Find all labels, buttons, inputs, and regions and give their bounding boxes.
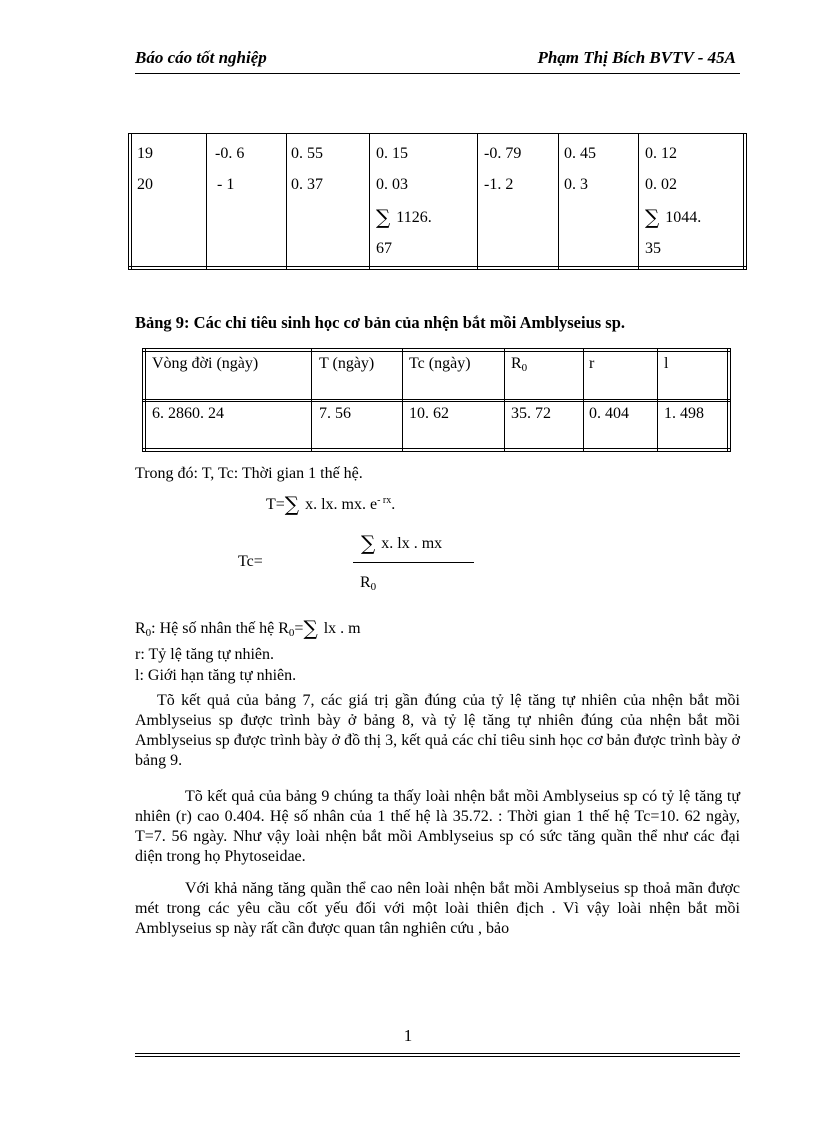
table-cell: 10. 62 [409, 405, 449, 422]
table-column-divider [657, 349, 658, 451]
table-border [145, 349, 146, 451]
table-border [743, 134, 744, 269]
formula-t-rhs: x. lx. mx. e [305, 496, 378, 513]
table-cell: 0. 404 [589, 405, 629, 422]
r0-eq: = [294, 620, 304, 637]
r0-sub: 0 [145, 627, 152, 639]
table-cell: - 1 [217, 176, 235, 193]
footer-divider [135, 1053, 740, 1054]
definition-t-tc: Trong đó: T, Tc: Thời gian 1 thế hệ. [135, 465, 363, 482]
table-cell: 0. 55 [291, 145, 323, 162]
table-cell: 7. 56 [319, 405, 351, 422]
header-r0-subscript: 0 [521, 362, 528, 374]
paragraph-text: Với khả năng tăng quần thể cao nên loài nhện bắt mồi Amblyseius sp thoả mãn được mét trong các yêu cầu cốt yếu đối với một loài thiên địch . Vì vậy loài nhện bắt mồi Amblyseius sp này rất cần được quan tân nghiên cứu , bảo [135, 880, 740, 937]
r0-rhs: lx . m [323, 620, 361, 637]
table-cell: 0. 02 [645, 176, 677, 193]
table-column-divider [286, 134, 287, 269]
table-row-divider [143, 401, 730, 402]
table9-caption: Bảng 9: Các chỉ tiêu sinh học cơ bản của nhện bắt mồi Amblyseius sp. [135, 313, 626, 332]
definition-l: l: Giới hạn tăng tự nhiên. [135, 667, 297, 684]
formula-t-end: . [391, 496, 396, 513]
sigma-icon: ∑ [361, 531, 376, 555]
table-cell: -1. 2 [484, 176, 514, 193]
table-column-divider [311, 349, 312, 451]
table-header-cell: Vòng đời (ngày) [152, 355, 259, 372]
table-cell: 20 [137, 176, 153, 193]
table-cell: 1. 498 [664, 405, 704, 422]
table-cell: 0. 12 [645, 145, 677, 162]
header-author-right: Phạm Thị Bích BVTV - 45A [537, 48, 736, 67]
sigma-icon: ∑ [376, 205, 391, 229]
sigma-icon: ∑ [645, 205, 660, 229]
table-cell: 19 [137, 145, 153, 162]
table-header-cell: r [589, 355, 595, 372]
formula-t-exponent: - rx [377, 495, 392, 506]
sigma-icon: ∑ [284, 492, 300, 516]
table-cell: 0. 37 [291, 176, 323, 193]
table-header-cell: l [664, 355, 669, 372]
r0-label: R [135, 620, 146, 637]
table-cell: 6. 2860. 24 [152, 405, 224, 422]
header-title-left: Báo cáo tốt nghiệp [135, 48, 267, 67]
formula-t [266, 491, 395, 515]
body-paragraph-1 [135, 691, 740, 771]
body-paragraph-3 [135, 879, 740, 939]
table-border [143, 448, 730, 449]
table-column-divider [369, 134, 370, 269]
table-header-cell: Tc (ngày) [409, 355, 471, 372]
sum-value: 1044. [665, 209, 702, 226]
paragraph-text: Tõ kết quả của bảng 9 chúng ta thấy loài nhện bắt mồi Amblyseius sp có tỷ lệ tăng tự nhiên (r) cao 0.404. Hệ số nhân của 1 thế hệ là 35.72. : Thời gian 1 thế hệ Tc=10. 62 ngày, T=7. 56 ngày. Như vậy loài nhện bắt mồi Amblyseius sp có sức tăng quần thể như các đại diện trong họ Phytoseidae. [135, 788, 740, 865]
table-column-divider [402, 349, 403, 451]
r0-sub2: 0 [288, 627, 295, 639]
table-header-cell [511, 355, 527, 377]
formula-tc-den-sub: 0 [370, 581, 377, 593]
header-divider [135, 73, 740, 74]
sum-cell [376, 205, 432, 229]
table-cell: -0. 6 [215, 145, 245, 162]
paragraph-text: Tõ kết quả của bảng 7, các giá trị gần đúng của tỷ lệ tăng tự nhiên của nhện bắt mồi Amblyseius sp được trình bày ở bảng 8, và tỷ lệ tăng tự nhiên đúng của nhện bắt mồi Amblyseius sp được trình bày ở đồ thị 3, kết quả các chỉ tiêu sinh học cơ bản được trình bày ở bảng 9. [135, 692, 740, 769]
sum-cell [645, 205, 702, 229]
formula-tc-den-text: R [360, 574, 371, 591]
formula-tc-num-text: x. lx . mx [381, 535, 443, 552]
fraction-bar [353, 562, 474, 563]
body-paragraph-2 [135, 787, 740, 867]
formula-t-lhs: T= [266, 496, 285, 513]
r0-desc: : Hệ số nhân thế hệ R [151, 620, 289, 637]
table-cell: 0. 3 [564, 176, 588, 193]
formula-tc-numerator [361, 533, 442, 554]
table-cell: 35. 72 [511, 405, 551, 422]
sum-value: 1126. [396, 209, 432, 226]
table-column-divider [206, 134, 207, 269]
footer-divider [135, 1056, 740, 1057]
data-table-continued [128, 133, 747, 270]
table-border [131, 134, 132, 269]
table-cell: 0. 45 [564, 145, 596, 162]
sigma-icon: ∑ [303, 616, 318, 640]
table-column-divider [583, 349, 584, 451]
page-number: 1 [403, 1026, 413, 1045]
table-cell: -0. 79 [484, 145, 522, 162]
formula-tc-lhs: Tc= [238, 553, 263, 570]
header-r0-label: R [511, 355, 522, 372]
definition-r0 [135, 618, 361, 643]
table-cell: 0. 03 [376, 176, 408, 193]
sum-cell-continued: 35 [645, 240, 661, 257]
table-column-divider [558, 134, 559, 269]
table9 [142, 348, 731, 452]
table-border [727, 349, 728, 451]
table-border [129, 266, 746, 267]
table-header-cell: T (ngày) [319, 355, 375, 372]
formula-tc-denominator [360, 573, 376, 597]
table-column-divider [477, 134, 478, 269]
table-column-divider [638, 134, 639, 269]
table-row-divider [143, 399, 730, 400]
table-cell: 0. 15 [376, 145, 408, 162]
sum-cell-continued: 67 [376, 240, 392, 257]
definition-r: r: Tỷ lệ tăng tự nhiên. [135, 646, 275, 663]
table-border [143, 351, 730, 352]
table-column-divider [504, 349, 505, 451]
